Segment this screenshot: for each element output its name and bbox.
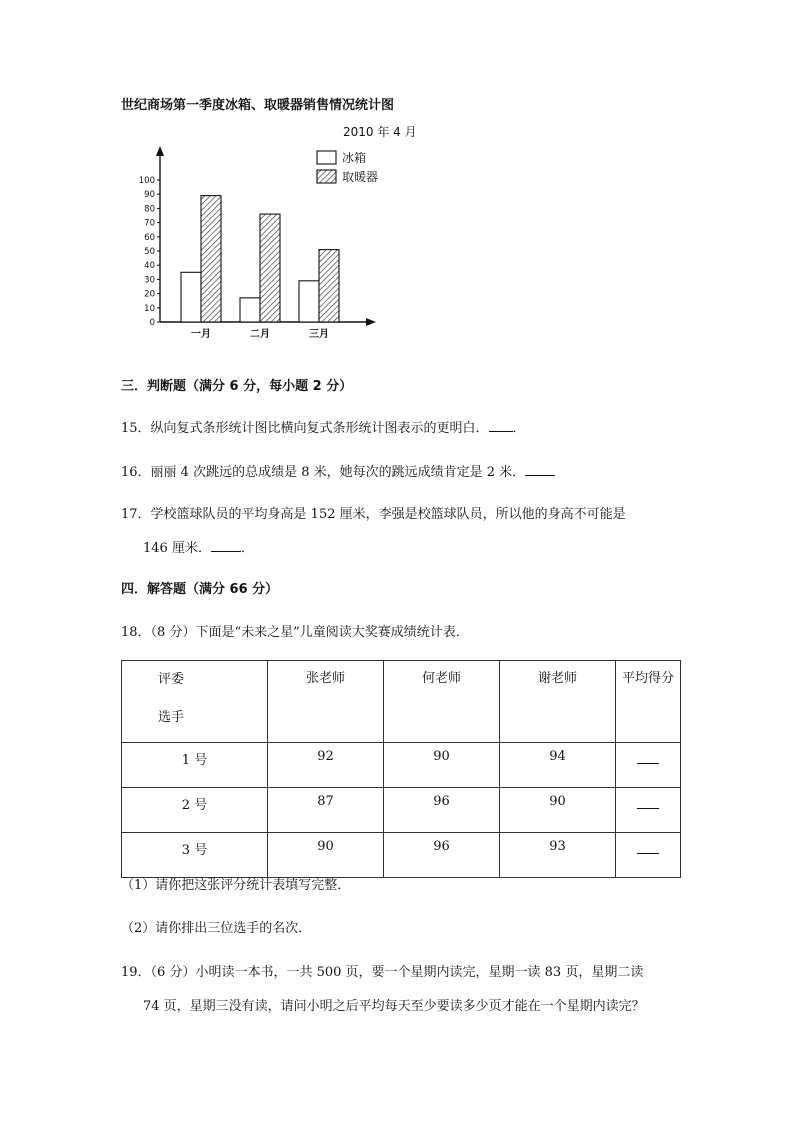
answer-blank-17[interactable] <box>211 539 241 552</box>
score-cell: 90 <box>500 788 616 833</box>
corner-label-judges: 评委 <box>158 672 185 687</box>
header-judge-he: 何老师 <box>384 661 500 743</box>
score-table-header-row <box>122 661 681 743</box>
header-judge-zhang: 张老师 <box>268 661 384 743</box>
y-tick-label: 30 <box>144 275 155 286</box>
bar-fridge <box>181 272 201 322</box>
score-cell: 94 <box>500 743 616 788</box>
score-cell: 90 <box>384 743 500 788</box>
header-judge-xie: 谢老师 <box>500 661 616 743</box>
average-blank[interactable] <box>637 749 659 764</box>
score-cell: 92 <box>268 743 384 788</box>
corner-cell <box>122 661 268 743</box>
question-17-line-2: 146 厘米． ． <box>143 541 254 556</box>
answer-blank-16[interactable] <box>525 463 555 476</box>
question-16-text: 16．丽丽 4 次跳远的总成绩是 8 米，她每次的跳远成绩肯定是 2 米． <box>121 465 526 480</box>
table-row <box>122 743 681 788</box>
y-tick-label: 40 <box>144 261 155 272</box>
table-row <box>122 833 681 878</box>
legend-label: 取暖器 <box>342 170 379 184</box>
y-tick-label: 0 <box>149 318 155 328</box>
y-tick-label: 90 <box>144 190 155 201</box>
player-cell: 1 号 <box>122 743 268 788</box>
score-cell: 90 <box>268 833 384 878</box>
bar-fridge <box>299 281 319 322</box>
chart-date: 2010 年 4 月 <box>343 125 417 139</box>
question-16 <box>121 461 555 480</box>
y-tick-label: 20 <box>144 289 155 300</box>
player-cell: 3 号 <box>122 833 268 878</box>
question-15-text: 15．纵向复式条形统计图比横向复式条形统计图表示的更明白． <box>121 421 489 436</box>
answer-blank-15[interactable] <box>489 419 513 432</box>
bar-fridge <box>240 298 260 322</box>
score-cell: 96 <box>384 788 500 833</box>
score-cell: 93 <box>500 833 616 878</box>
x-tick-label: 一月 <box>191 329 211 340</box>
question-18-intro: 18．（8 分）下面是“未来之星”儿童阅读大奖赛成绩统计表． <box>121 625 469 640</box>
question-19-line-1: 19．（6 分）小明读一本书，一共 500 页，要一个星期内读完，星期一读 83 页，星期二读 <box>121 965 644 980</box>
y-tick-label: 50 <box>144 247 155 257</box>
question-18-sub-1: （1）请你把这张评分统计表填写完整． <box>121 878 351 893</box>
legend-swatch-heater <box>317 170 336 183</box>
score-cell: 87 <box>268 788 384 833</box>
average-cell[interactable] <box>616 788 681 833</box>
average-cell[interactable] <box>616 743 681 788</box>
question-18-sub-2: （2）请你排出三位选手的名次． <box>121 921 312 936</box>
x-tick-label: 二月 <box>250 329 270 340</box>
legend-label: 冰箱 <box>342 151 367 165</box>
x-tick-label: 三月 <box>309 329 329 340</box>
bar-heater <box>201 196 221 322</box>
y-tick-label: 80 <box>144 204 155 215</box>
average-cell[interactable] <box>616 833 681 878</box>
sales-bar-chart <box>130 140 400 345</box>
y-tick-label: 70 <box>144 218 155 229</box>
question-17-line-1: 17．学校篮球队员的平均身高是 152 厘米，李强是校篮球队员，所以他的身高不可能是 <box>121 507 626 522</box>
player-cell: 2 号 <box>122 788 268 833</box>
legend-swatch-fridge <box>317 151 336 164</box>
table-row <box>122 788 681 833</box>
y-tick-label: 60 <box>144 232 155 243</box>
y-tick-label: 10 <box>144 303 155 314</box>
score-cell: 96 <box>384 833 500 878</box>
question-19-line-2: 74 页，星期三没有读，请问小明之后平均每天至少要读多少页才能在一个星期内读完？ <box>143 999 645 1014</box>
score-table <box>121 660 681 878</box>
y-tick-label: 100 <box>138 176 155 186</box>
y-axis-arrow <box>156 146 164 156</box>
bar-heater <box>260 214 280 322</box>
section-3-heading: 三．判断题（满分 6 分，每小题 2 分） <box>121 379 353 394</box>
question-15: 15．纵向复式条形统计图比横向复式条形统计图表示的更明白． ． <box>121 421 526 436</box>
corner-label-players: 选手 <box>158 710 185 725</box>
chart-title: 世纪商场第一季度冰箱、取暖器销售情况统计图 <box>121 98 395 113</box>
bar-heater <box>319 250 339 322</box>
section-4-heading: 四．解答题（满分 66 分） <box>121 582 279 597</box>
average-blank[interactable] <box>637 794 659 809</box>
question-17-text: 146 厘米． <box>143 541 211 556</box>
average-blank[interactable] <box>637 839 659 854</box>
header-average: 平均得分 <box>616 661 681 743</box>
x-axis-arrow <box>366 318 376 326</box>
